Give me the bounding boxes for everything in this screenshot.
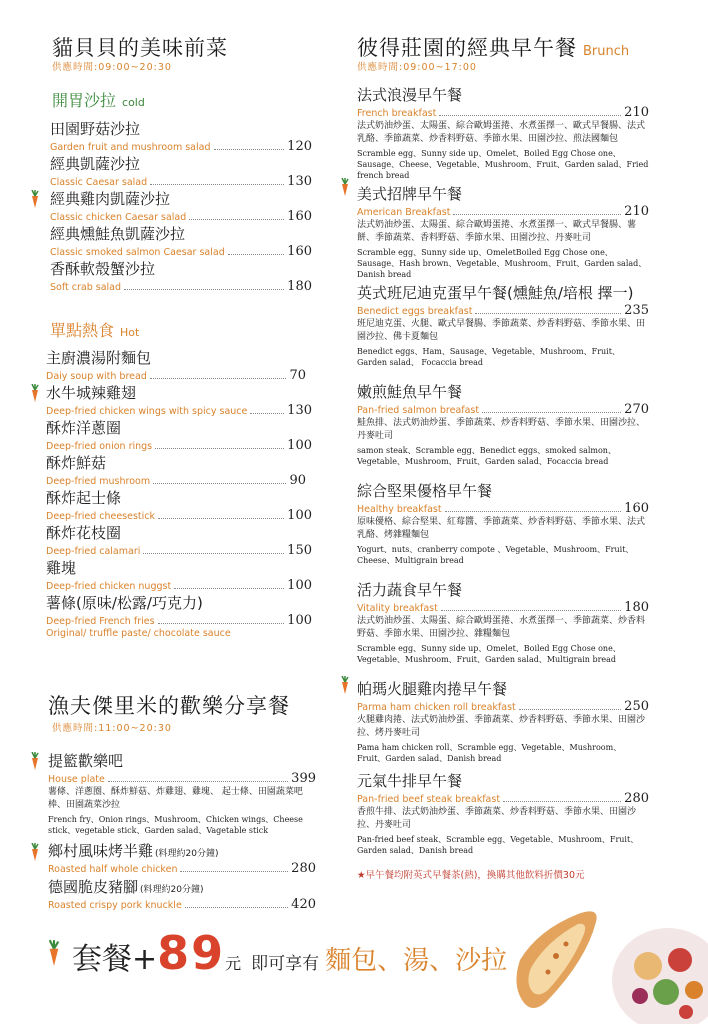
menu-item	[46, 557, 312, 592]
item-name-en: Pan-fried beef steak breakfast	[357, 794, 501, 805]
brunch-hours: 供應時間:09:00~17:00	[357, 62, 477, 73]
item-price: 420	[291, 897, 316, 912]
carrot-icon	[338, 178, 352, 196]
carrot-icon	[28, 384, 42, 402]
item-price: 70	[289, 368, 306, 383]
menu-item	[357, 480, 649, 579]
menu-item	[357, 770, 649, 856]
item-desc-en: samon steak、Scramble egg、Benedict eggs、smoked salmon、Vegetable、Mushroom、Fruit、Garden salad、Focaccia bread	[357, 446, 616, 466]
brunch-title-en: Brunch	[583, 44, 630, 59]
item-name: 法式浪漫早午餐	[357, 86, 463, 104]
menu-item	[46, 382, 312, 417]
item-desc-en: Pama ham chicken roll、Scramble egg、Vegetable、Mushroom、Fruit、Garden salad、Danish bread	[357, 743, 622, 763]
item-name-en: Healthy breakfast	[357, 504, 442, 515]
item-name-en: Vitality breakfast	[357, 603, 438, 614]
menu-item	[46, 522, 312, 557]
item-desc: 原味優格、綜合堅果、紅莓醬、季節蔬菜、炒香料野菇、季節水果、法式乳酪、烤雜糧麵包	[357, 517, 646, 540]
item-desc-en: Scramble egg、Sunny side up、Omelet、Boiled Egg Chose one、Sausage、Cheese、Vegetable、Mushroom、Fruit、Garden salad、Fried french bread	[357, 149, 649, 180]
food-illustration	[508, 900, 708, 1024]
item-name-en: Deep-fried calamari	[46, 546, 141, 557]
item-price: 100	[287, 613, 312, 628]
item-name: 主廚濃湯附麵包	[46, 349, 152, 367]
item-price: 210	[624, 105, 649, 120]
hot-food-heading	[50, 318, 139, 341]
item-price: 160	[287, 209, 312, 224]
menu-item	[357, 678, 649, 770]
item-desc: 法式奶油炒蛋、太陽蛋、綜合歐姆蛋捲、水煮蛋擇一、歐式早餐腸、法式乳酪、季節蔬菜、炒香料野菇、季節水果、田園沙拉、煎法國麵包	[357, 121, 646, 144]
carrot-icon	[28, 752, 42, 770]
item-name-en: Benedict eggs breakfast	[357, 306, 473, 317]
item-name: 英式班尼迪克蛋早午餐(燻鮭魚/培根 擇一)	[357, 284, 634, 302]
item-name-en: Deep-fried onion rings	[46, 441, 153, 452]
item-name: 經典雞肉凱薩沙拉	[50, 190, 171, 208]
item-name-en: Roasted crispy pork knuckle	[48, 900, 182, 911]
item-price: 150	[287, 543, 312, 558]
item-price: 100	[287, 578, 312, 593]
hot-food-list	[46, 347, 312, 639]
menu-item	[50, 153, 312, 188]
item-price: 280	[291, 861, 316, 876]
menu-item	[357, 579, 649, 678]
item-desc: 薯條、洋蔥圈、酥炸鮮菇、炸雞翅、雞塊、 起士條、田園蔬菜吧棒、田園蔬菜沙拉	[48, 787, 303, 810]
appetizers-hours: 供應時間:09:00~20:30	[52, 62, 172, 73]
item-name-en: Deep-fried French fries	[46, 616, 155, 627]
item-name-en: American Breakfast	[357, 207, 451, 218]
item-desc-en: Scramble egg、Sunny side up、OmeletBoiled Egg Chose one、Sausage、Hash brown、Vegetable、Mushroom、Fruit、Garden salad、Danish bread	[357, 248, 647, 279]
item-name-en: Garden fruit and mushroom salad	[50, 142, 211, 153]
item-price: 270	[624, 402, 649, 417]
cold-salad-title: 開胃沙拉	[52, 91, 117, 110]
item-desc-en: Pan-fried beef steak、Scramble egg、Vegetable、Mushroom、Fruit、Garden salad、Danish bread	[357, 835, 639, 855]
item-name-en: Deep-fried chicken nuggst	[46, 581, 172, 592]
cook-time-note: (料理約20分鐘)	[140, 885, 204, 895]
item-name: 酥炸起士條	[46, 489, 122, 507]
sharing-hours: 供應時間:11:00~20:30	[52, 723, 172, 734]
item-desc: 法式奶油炒蛋、太陽蛋、綜合歐姆蛋捲、水煮蛋擇一、歐式早餐腸、薯餅、季節蔬菜、香料野菇、季節水果、田園沙拉、丹麥吐司	[357, 220, 637, 243]
promo-middle: 即可享有	[251, 954, 320, 974]
item-name: 鄉村風味烤半雞 (料理約20分鐘)	[48, 842, 219, 860]
menu-item	[50, 118, 312, 153]
item-desc: 鮭魚排、法式奶油炒蛋、季節蔬菜、炒香料野菇、季節水果、田園沙拉、丹麥吐司	[357, 418, 646, 441]
menu-item	[357, 282, 649, 381]
item-name-en: Roasted half whole chicken	[48, 864, 178, 875]
item-price: 130	[287, 174, 312, 189]
menu-item	[50, 223, 312, 258]
item-name-en: Pan-fried salmon breafast	[357, 405, 480, 416]
carrot-icon	[28, 843, 42, 861]
menu-item	[357, 381, 649, 480]
item-name: 田園野菇沙拉	[50, 120, 141, 138]
item-name-en: Deep-fried cheesestick	[46, 511, 156, 522]
item-price: 90	[289, 473, 306, 488]
item-price: 235	[624, 303, 649, 318]
item-price: 280	[624, 791, 649, 806]
set-meal-promo	[72, 926, 507, 980]
item-options-en: Original/ truffle paste/ chocolate sauce	[46, 628, 231, 639]
menu-item	[46, 347, 312, 382]
item-price: 130	[287, 403, 312, 418]
item-name-en: Parma ham chicken roll breakfast	[357, 702, 516, 713]
item-price: 160	[624, 501, 649, 516]
item-name: 德國脆皮豬腳 (料理約20分鐘)	[48, 878, 204, 896]
item-name-en: Classic smoked salmon Caesar salad	[50, 247, 225, 258]
item-desc-en: Benedict eggs、Ham、Sausage、Vegetable、Mushroom、Fruit、Garden salad、 Focaccia bread	[357, 347, 620, 367]
item-price: 160	[287, 244, 312, 259]
item-name: 嫩煎鮭魚早午餐	[357, 383, 463, 401]
cook-time-note: (料理約20分鐘)	[155, 849, 219, 859]
item-desc: 法式奶油炒蛋、太陽蛋、綜合歐姆蛋捲、水煮蛋擇一、季節蔬菜、炒香料野菇、季節水果、田園沙拉、雜糧麵包	[357, 616, 646, 639]
item-name: 提籃歡樂吧	[48, 752, 124, 770]
menu-item	[48, 750, 316, 840]
item-desc: 火腿雞肉捲、法式奶油炒蛋、季節蔬菜、炒香料野菇、季節水果、田園沙拉、烤丹麥吐司	[357, 715, 646, 738]
item-desc-en: French fry、Onion rings、Mushroom、Chicken wings、Cheese stick、vegetable stick、Garden salad、Vagetable stick	[48, 815, 303, 835]
menu-item	[48, 840, 316, 876]
carrot-icon	[44, 936, 64, 970]
menu-item	[46, 487, 312, 522]
item-desc-en: Yogurt、nuts、cranberry compote 、Vegetable、Mushroom、Fruit、Cheese、Multigrain bread	[357, 545, 634, 565]
item-price: 399	[291, 771, 316, 786]
item-name: 經典凱薩沙拉	[50, 155, 141, 173]
item-name: 元氣牛排早午餐	[357, 772, 463, 790]
item-desc: 香煎牛排、法式奶油炒蛋、季節蔬菜、炒香料野菇、季節水果、田園沙拉、丹麥吐司	[357, 807, 637, 830]
item-price: 120	[287, 139, 312, 154]
bread-illustration	[516, 911, 596, 1008]
item-name-en: Soft crab salad	[50, 282, 122, 293]
item-name: 經典燻鮭魚凱薩沙拉	[50, 225, 186, 243]
item-name-en: Daiy soup with bread	[46, 371, 147, 382]
item-price: 180	[287, 279, 312, 294]
item-name: 薯條(原味/松露/巧克力)	[46, 594, 203, 612]
menu-item	[48, 876, 316, 912]
hot-food-title-en: Hot	[120, 326, 140, 339]
promo-items: 麵包、湯、沙拉	[325, 946, 508, 976]
item-name: 酥炸鮮菇	[46, 454, 107, 472]
cold-salad-list	[50, 118, 312, 293]
item-name: 綜合堅果優格早午餐	[357, 482, 493, 500]
item-name-en: Deep-fried mushroom	[46, 476, 151, 487]
item-price: 250	[624, 699, 649, 714]
item-name: 美式招牌早午餐	[357, 185, 463, 203]
item-price: 100	[287, 438, 312, 453]
sharing-title: 漁夫傑里米的歡樂分享餐	[48, 694, 290, 718]
brunch-footnote: ★早午餐均附英式早餐茶(熱)，換購其他飲料折價30元	[357, 870, 585, 881]
menu-item	[50, 258, 312, 293]
cold-salad-title-en: cold	[122, 96, 145, 109]
promo-unit: 元	[225, 954, 242, 973]
menu-item	[46, 452, 312, 487]
item-name: 活力蔬食早午餐	[357, 581, 463, 599]
item-name: 帕瑪火腿雞肉捲早午餐	[357, 680, 508, 698]
item-name: 酥炸洋蔥圈	[46, 419, 122, 437]
brunch-list	[357, 84, 649, 856]
menu-item	[46, 417, 312, 452]
item-desc: 班尼迪克蛋、火腿、歐式早餐腸、季節蔬菜、炒香料野菇、季節水果、田園沙拉、佛卡夏麵包	[357, 319, 646, 342]
menu-item	[46, 592, 312, 639]
menu-item	[357, 84, 649, 183]
item-name-en: Classic Caesar salad	[50, 177, 148, 188]
item-name: 酥炸花枝圈	[46, 524, 122, 542]
item-name-en: House plate	[48, 774, 105, 785]
item-price: 100	[287, 508, 312, 523]
item-name: 香酥軟殼蟹沙拉	[50, 260, 156, 278]
menu-item	[50, 188, 312, 223]
item-price: 180	[624, 600, 649, 615]
brunch-title: 彼得莊園的經典早午餐 Brunch	[357, 36, 630, 60]
menu-item	[357, 183, 649, 282]
item-name: 雞塊	[46, 559, 77, 577]
salad-bowl-illustration	[612, 928, 708, 1024]
carrot-icon	[338, 676, 352, 694]
item-price: 210	[624, 204, 649, 219]
appetizers-title: 貓貝貝的美味前菜	[52, 36, 228, 60]
promo-prefix: 套餐+	[72, 942, 158, 977]
item-desc-en: Scramble egg、Sunny side up、Omelet、Boiled Egg Chose one、Vegetable、Mushroom、Fruit、Garden salad、Multigrain bread	[357, 644, 621, 664]
carrot-icon	[28, 190, 42, 208]
promo-price: 89	[157, 926, 226, 980]
item-name-en: Classic chicken Caesar salad	[50, 212, 187, 223]
hot-food-title: 單點熱食	[50, 321, 115, 340]
item-name: 水牛城辣雞翅	[46, 384, 137, 402]
item-name-en: Deep-fried chicken wings with spicy sauce	[46, 406, 248, 417]
item-name-en: French breakfast	[357, 108, 437, 119]
sharing-list	[48, 750, 316, 912]
cold-salad-heading	[52, 88, 145, 111]
